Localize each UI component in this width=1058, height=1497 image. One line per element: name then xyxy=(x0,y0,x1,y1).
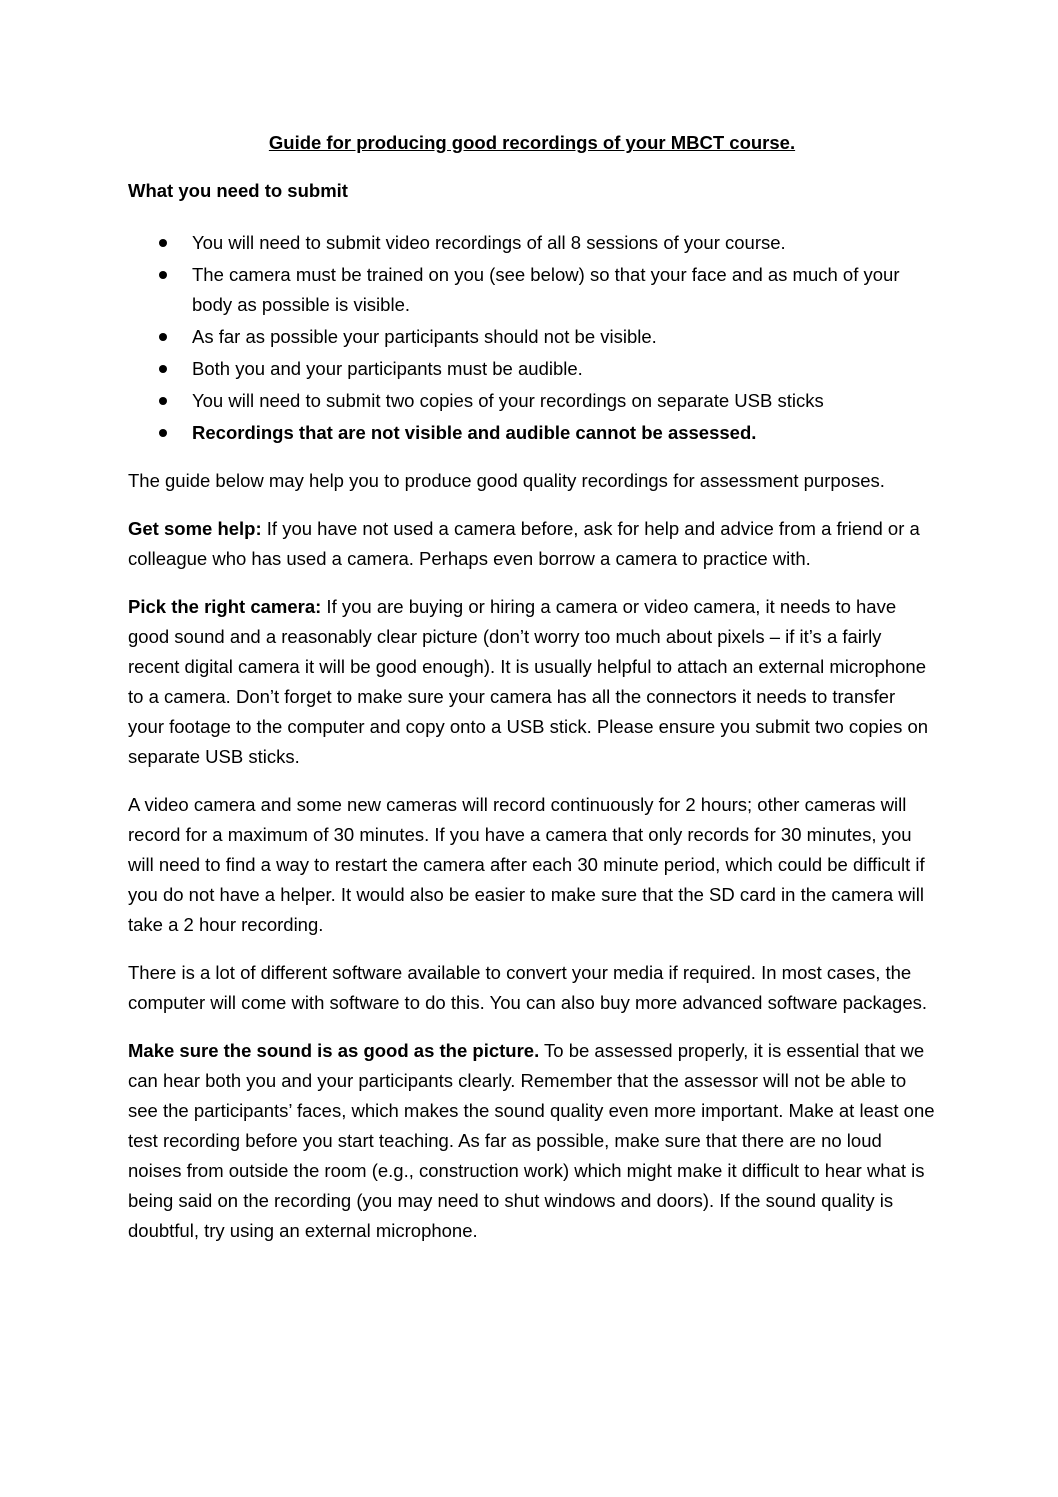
bullet-icon xyxy=(159,333,167,341)
sound-lead: Make sure the sound is as good as the picture. xyxy=(128,1040,540,1061)
bullet-icon xyxy=(159,271,167,279)
duration-paragraph: A video camera and some new cameras will record continuously for 2 hours; other cameras will record for a maximum of 30 minutes. If you have a camera that only records for 30 minutes, you will need to find a way to restart the camera after each 30 minute period, which could be difficult if you do not have a helper. It would also be easier to make sure that the SD card in the camera will take a 2 hour recording. xyxy=(128,794,925,935)
bullet-icon xyxy=(159,429,167,437)
document-page xyxy=(128,128,936,1264)
list-item-text-bold: Recordings that are not visible and audible cannot be assessed. xyxy=(192,422,757,443)
list-item xyxy=(128,418,936,448)
software-paragraph: There is a lot of different software available to convert your media if required. In most cases, the computer will come with software to do this. You can also buy more advanced software packages. xyxy=(128,962,928,1013)
document-title: Guide for producing good recordings of your MBCT course. xyxy=(268,132,796,153)
list-item xyxy=(128,386,936,416)
sound-text: To be assessed properly, it is essential that we can hear both you and your participants clearly. Remember that the assessor will not be able to see the participants’ faces, which makes the sound quality even more important. Make at least one test recording before you start teaching. As far as possible, make sure that there are no loud noises from outside the room (e.g., construction work) which might make it difficult to hear what is being said on the recording (you may need to shut windows and doors). If the sound quality is doubtful, try using an external microphone. xyxy=(128,1040,935,1241)
list-item-text: You will need to submit two copies of your recordings on separate USB sticks xyxy=(192,390,824,411)
requirements-list xyxy=(128,228,936,448)
help-paragraph xyxy=(128,514,936,574)
bullet-icon xyxy=(159,397,167,405)
list-item-text: You will need to submit video recordings of all 8 sessions of your course. xyxy=(192,232,786,253)
list-item-text: As far as possible your participants should not be visible. xyxy=(192,326,657,347)
camera-text: If you are buying or hiring a camera or video camera, it needs to have good sound and a reasonably clear picture (don’t worry too much about pixels – if it’s a fairly recent digital camera it will be good enough). It is usually helpful to attach an external microphone to a camera. Don’t forget to make sure your camera has all the connectors it needs to transfer your footage to the computer and copy onto a USB stick. Please ensure you submit two copies on separate USB sticks. xyxy=(128,596,929,767)
camera-lead: Pick the right camera: xyxy=(128,596,322,617)
list-item xyxy=(128,354,936,384)
list-item xyxy=(128,322,936,352)
help-text: If you have not used a camera before, ask for help and advice from a friend or a colleague who has used a camera. Perhaps even borrow a camera to practice with. xyxy=(128,518,920,569)
section-heading: What you need to submit xyxy=(128,180,348,201)
intro-paragraph: The guide below may help you to produce good quality recordings for assessment purposes. xyxy=(128,470,885,491)
list-item xyxy=(128,260,936,320)
list-item-text: The camera must be trained on you (see below) so that your face and as much of your body as possible is visible. xyxy=(192,264,900,315)
list-item-text: Both you and your participants must be audible. xyxy=(192,358,583,379)
list-item xyxy=(128,228,936,258)
bullet-icon xyxy=(159,365,167,373)
help-lead: Get some help: xyxy=(128,518,262,539)
sound-paragraph xyxy=(128,1036,936,1246)
camera-paragraph xyxy=(128,592,936,772)
bullet-icon xyxy=(159,239,167,247)
